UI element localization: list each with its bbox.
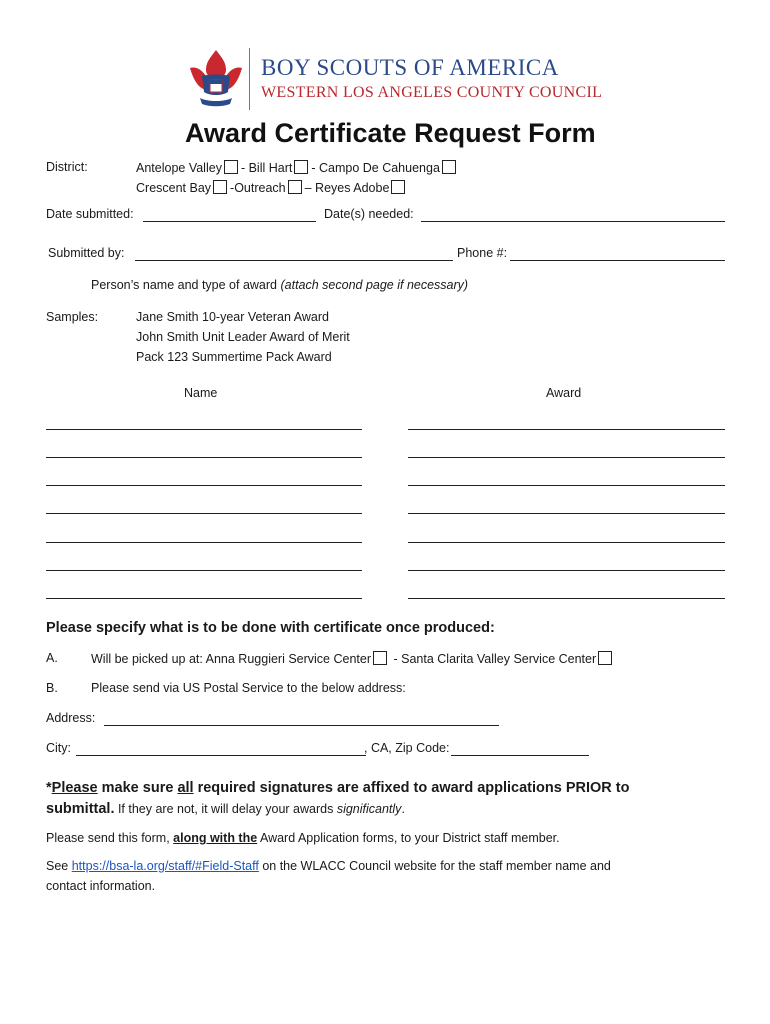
notice-period: . [401, 802, 405, 816]
ca-zip-label: , CA, Zip Code: [364, 741, 450, 755]
district-antelope-valley: Antelope Valley [136, 161, 222, 175]
district-label: District: [46, 160, 88, 174]
notice-submittal: submittal. [46, 801, 115, 817]
sample-line-1: Jane Smith 10-year Veteran Award [136, 310, 329, 324]
bsa-emblem-icon [186, 46, 246, 112]
city-label: City: [46, 741, 71, 755]
award-line[interactable] [408, 429, 725, 430]
send-text-3: Award Application forms, to your District staff member. [257, 831, 560, 845]
submitted-by-label: Submitted by: [48, 246, 125, 260]
send-along-with: along with the [173, 831, 258, 845]
district-outreach: -Outreach [230, 181, 286, 195]
award-line[interactable] [408, 570, 725, 571]
award-line[interactable] [408, 513, 725, 514]
phone-label: Phone #: [457, 246, 508, 260]
district-campo: - Campo De Cahuenga [311, 161, 440, 175]
certificate-heading: Please specify what is to be done with certificate once produced: [46, 620, 495, 636]
send-line [46, 831, 560, 845]
notice-star: * [46, 780, 52, 796]
antelope-valley-checkbox[interactable] [224, 160, 238, 174]
name-line[interactable] [46, 570, 362, 571]
samples-label: Samples: [46, 310, 99, 324]
award-line[interactable] [408, 457, 725, 458]
address-field[interactable] [104, 725, 499, 726]
persons-note-italic: (attach second page if necessary) [280, 278, 469, 292]
district-crescent-bay: Crescent Bay [136, 181, 212, 195]
persons-note-text: Person’s name and type of award [91, 278, 277, 292]
option-b-text: Please send via US Postal Service to the below address: [91, 681, 406, 695]
award-line[interactable] [408, 542, 725, 543]
option-a-letter: A. [46, 651, 58, 665]
santa-clarita-checkbox[interactable] [598, 651, 612, 665]
option-a [91, 651, 615, 666]
option-a-text2: - Santa Clarita Valley Service Center [393, 652, 597, 666]
campo-checkbox[interactable] [442, 160, 456, 174]
sample-line-3: Pack 123 Summertime Pack Award [136, 350, 332, 364]
address-label: Address: [46, 711, 96, 725]
council-name: WESTERN LOS ANGELES COUNTY COUNCIL [261, 84, 603, 101]
notice-text-1: make sure [97, 780, 178, 796]
persons-note [91, 278, 468, 292]
name-line[interactable] [46, 598, 362, 599]
crescent-bay-checkbox[interactable] [213, 180, 227, 194]
outreach-checkbox[interactable] [288, 180, 302, 194]
anna-ruggieri-checkbox[interactable] [373, 651, 387, 665]
option-b-letter: B. [46, 681, 58, 695]
dates-needed-label: Date(s) needed: [324, 207, 414, 221]
signature-notice [46, 780, 629, 796]
phone-field[interactable] [510, 260, 725, 261]
page-title: Award Certificate Request Form [185, 118, 596, 148]
see-text-1: See [46, 859, 72, 873]
name-line[interactable] [46, 513, 362, 514]
name-line[interactable] [46, 542, 362, 543]
see-text-2: on the WLACC Council website for the staff member name and [258, 859, 611, 873]
notice-text-2: required signatures are affixed to award applications PRIOR to [193, 780, 630, 796]
date-submitted-label: Date submitted: [46, 207, 134, 221]
signature-notice-2 [46, 801, 405, 817]
date-submitted-field[interactable] [143, 221, 316, 222]
city-field[interactable] [76, 755, 366, 756]
district-bill-hart: - Bill Hart [240, 161, 293, 175]
name-line[interactable] [46, 457, 362, 458]
logo-divider [249, 48, 250, 110]
bill-hart-checkbox[interactable] [294, 160, 308, 174]
see-line-2: contact information. [46, 879, 156, 893]
name-line[interactable] [46, 429, 362, 430]
logo [186, 46, 246, 112]
notice-significantly: significantly [336, 802, 402, 816]
sample-line-2: John Smith Unit Leader Award of Merit [136, 330, 350, 344]
name-line[interactable] [46, 485, 362, 486]
award-line[interactable] [408, 598, 725, 599]
notice-text-4: If they are not, it will delay your awards [114, 802, 337, 816]
send-text-1: Please send this form, [46, 831, 174, 845]
district-row-1 [136, 160, 459, 175]
see-line [46, 859, 611, 873]
zip-field[interactable] [451, 755, 589, 756]
award-column-header: Award [546, 386, 582, 400]
org-name: BOY SCOUTS OF AMERICA [261, 55, 559, 80]
dates-needed-field[interactable] [421, 221, 725, 222]
district-row-2 [136, 180, 408, 195]
notice-please: Please [51, 780, 98, 796]
reyes-adobe-checkbox[interactable] [391, 180, 405, 194]
submitted-by-field[interactable] [135, 260, 453, 261]
district-reyes-adobe: – Reyes Adobe [304, 181, 390, 195]
name-column-header: Name [184, 386, 218, 400]
award-line[interactable] [408, 485, 725, 486]
staff-link[interactable]: https://bsa-la.org/staff/#Field-Staff [71, 859, 259, 873]
option-a-text: Will be picked up at: Anna Ruggieri Service Center [91, 652, 372, 666]
notice-all: all [177, 780, 194, 796]
